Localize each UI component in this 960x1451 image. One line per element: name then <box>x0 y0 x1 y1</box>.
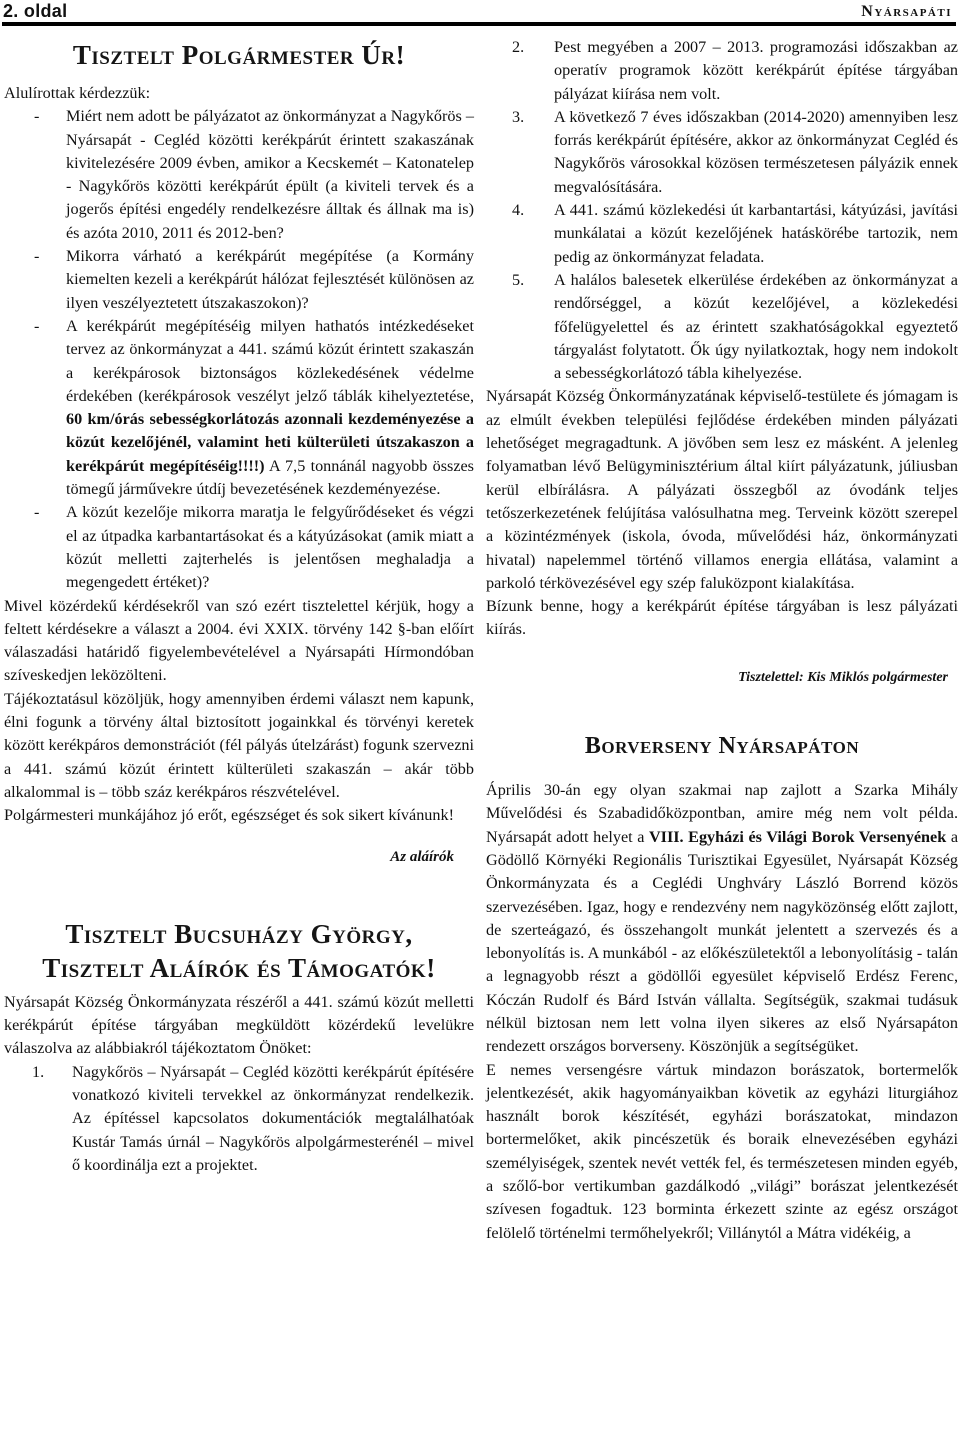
reply-paragraph: Nyársapát Község Önkormányzatának képviselő-testülete és jómagam is az elmúlt években települési fejlődése érdekében minden pályázati lehetőséget megragadtunk. A jövőben sem lesz ez másként. A jelenleg folyamatban lévő Belügyminisztérium által kiírt pályázatunk, júliusban kerül elbírálásra. A pályázati összegből az óvodánk teljes tetőszerkezetének felújítása valósulhatna meg. Terveink között szerepel a közintézmények (iskola, óvoda, művelődési ház, önkormányzati hivatal) napelemmel történő villamos energia ellátása, valamint a parkoló térkövezésével egy szép faluközpont kialakítása. <box>486 387 958 592</box>
reply-intro: Nyársapát Község Önkormányzata részéről a 441. számú közút melletti kerékpárút építése tárgyában megküldött közérdekű levelükre válaszolva az alábbiakról tájékoztatom Önöket: <box>4 992 474 1058</box>
reply-paragraph: Bízunk benne, hogy a kerékpárút építése tárgyában is lesz pályázati kiírás. <box>486 597 958 639</box>
question-text: A kerékpárút megépítéséig milyen hathatós intézkedéseket tervez az önkormányzat a 441. számú közút érintett szakaszán a kerékpárosok biztonságos közlekedésének védelme érdekében (kerékpárosok veszélyt jelző táblák kihelyeztetése, <box>66 316 474 405</box>
reply-signature: Tisztelettel: Kis Miklós polgármester <box>738 669 948 685</box>
answer-item <box>486 36 958 106</box>
newspaper-name: Nyársapáti <box>861 3 952 20</box>
question-item: - Mikorra várható a kerékpárút megépítése (a Kormány kiemelten kezeli a kerékpárút hálózat fejlesztését különösen az ilyen veszélyeztetett útszakaszokon)? <box>4 245 474 315</box>
letter-paragraph: Polgármesteri munkájához jó erőt, egészséget és sok sikert kívánunk! <box>4 806 454 825</box>
answer-item <box>4 1061 474 1177</box>
answer-number: 4. <box>512 201 525 220</box>
article-paragraph <box>486 779 958 1059</box>
answer-item <box>486 269 958 385</box>
answer-text: Pest megyében a 2007 – 2013. programozási időszakban az operatív programok között kerékpárút építése tárgyában pályázat kiírása nem volt. <box>554 38 958 103</box>
answer-number: 1. <box>32 1062 45 1081</box>
page-header <box>0 0 960 26</box>
letter-title: Tisztelt Polgármester Úr! <box>72 40 406 70</box>
answer-text: Nagykőrös – Nyársapát – Cegléd közötti kerékpárút építésére vonatkozó kiviteli tervekkel az önkormányzat rendelkezik. Az építéssel kapcsolatos dokumentációk megtalálhatóak Kustár Tamás úrnál – Nagykőrös alpolgármesterénél – mivel ő koordinálja ezt a projektet. <box>72 1062 474 1174</box>
page-number: 2. oldal <box>3 1 68 21</box>
right-column <box>486 36 958 1245</box>
question-item: - A közút kezelője mikorra maratja le felgyűrődéseket és végzi el az útpadka karbantartásokat és a kátyúzásokat (amik miatt a közút melletti zajterhelés is jelentősen meghaladja a megengedett értéket)? <box>4 501 474 594</box>
answer-item <box>486 106 958 199</box>
letter-signature: Az aláírók <box>390 848 454 865</box>
question-item <box>4 315 474 501</box>
article-title: Borverseny Nyársapáton <box>584 733 860 760</box>
letter-paragraph: Mivel közérdekű kérdésekről van szó ezért tisztelettel kérjük, hogy a feltett kérdésekre a választ a 2004. évi XXIX. törvény 142 §-ban előírt válaszadási határidő figyelembevételével a Nyársapáti Hírmondóban szíveskedjen leközölteni. <box>4 596 474 685</box>
question-list <box>4 105 474 594</box>
answer-item <box>486 199 958 269</box>
question-emphasis: 60 km/órás sebességkorlátozás azonnali kezdeményezése a közút kezelőjénél, valamint heti külterületi útszakaszon a kerékpárút megépítéséig!!!!) <box>66 410 474 475</box>
question-text: A 7,5 tonnánál nagyobb összes tömegű járművekre útdíj bevezetésének kezdeményezése. <box>66 456 474 499</box>
answer-number: 2. <box>512 38 525 56</box>
header-rule <box>2 22 956 26</box>
article-text: Április 30-án egy olyan szakmai nap zajlott a Szarka Mihály Művelődési és Szabadidőközpontban, amire még nem volt példa. Nyársapát adott helyet a <box>486 781 958 846</box>
answer-text: A halálos balesetek elkerülése érdekében az önkormányzat a rendőrséggel, a közút kezelőjével, a közlekedési főfelügyelettel és az érintett szakhatóságokkal egyeztető tárgyalást folytatott. Ők úgy nyilatkoztak, hogy nem indokolt a sebességkorlátozó tábla kihelyezése. <box>554 270 958 383</box>
reply-title-line1: Tisztelt Bucsuházy György, <box>65 918 413 949</box>
article-text: a Gödöllő Környéki Regionális Turisztikai Egyesület, Nyársapát Község Önkormányzata és a Ceglédi Unghváry László Borrend közös szervezésében. Igaz, hogy e rendezvény nem nagyközönség előtt zajlott, de szerteágazó, és összehangolt munkát jelentett a szervezés és a lebonyolítás is. A munkából - az előkészületektől a lebonyolításig - talán a legnagyobb részt a gödöllői egyesület képviselő Erdész Ferenc, Kóczán Rudolf és Bárd István vállalta. Segítségük, szakmai tudásuk nélkül biztosan nem lett volna ilyen sikeres az első Nyársapáton rendezett országos borverseny. Köszönjük a segítségüket. <box>486 827 958 1056</box>
left-column <box>4 36 474 1177</box>
answer-text: A következő 7 éves időszakban (2014-2020) amennyiben lesz forrás kerékpárút építésére, akkor az önkormányzat Cegléd és Nagykőrös városokkal közösen természetesen pályázik ennek megvalósítására. <box>554 107 958 196</box>
answer-text: A 441. számú közlekedési út karbantartási, kátyúzási, javítási munkálatai a közút kezelőjének hatáskörébe tartozik, nem pedig az önkormányzat feladata. <box>554 201 958 266</box>
question-item: - Miért nem adott be pályázatot az önkormányzat a Nagykőrös – Nyársapát - Cegléd közötti kerékpárút érintett szakaszának kivitelezésére 2009 évben, amikor a Kecskemét – Katonatelep - Nagykőrös közötti kerékpárút épült (a kiviteli tervek és a jogerős építési engedély rendelkezésre álltak és állnak ma is) és azóta 2010, 2011 és 2012-ben? <box>4 105 474 245</box>
letter-intro: Alulírottak kérdezzük: <box>4 84 151 102</box>
reply-title <box>4 917 474 985</box>
answer-list-continued <box>486 36 958 385</box>
answer-list <box>4 1061 474 1177</box>
letter-paragraph: Tájékoztatásul közöljük, hogy amennyiben érdemi választ nem kapunk, élni fogunk a törvény által biztosított jogainkkal és törvényi keretek között kerékpáros demonstrációt (fél pályás útelzárást) fogunk szervezni a 441. számú közút érintett külterületi szakaszán – akár több alkalommal is – több száz kerékpáros részvételével. <box>4 689 474 801</box>
article-emphasis: VIII. Egyházi és Világi Borok Versenyének <box>648 827 947 846</box>
article-paragraph: E nemes versengésre vártuk mindazon borászatok, bortermelők jelentkezését, akik hagyományaikban követik az egyházi liturgiához használt borok készítését, egyházi borászatokat, mindazon bortermelőket, akik pincészetük és boraik elnevezésében egyházi személyiségek, szentek nevét vették fel, és természetesen minden egyéb, a szőlő-bor vertikumban gazdálkodó „világi” borászat jelentkezését szívesen fogadtuk. 123 borminta érkezett szinte az egész országot felölelő történelmi termőhelyekről; Villánytól a Mátra vidékéig, a <box>486 1060 958 1242</box>
answer-number: 3. <box>512 107 525 126</box>
reply-title-line2: Tisztelt Aláírók és Támogatók! <box>42 952 436 983</box>
answer-number: 5. <box>512 270 525 289</box>
